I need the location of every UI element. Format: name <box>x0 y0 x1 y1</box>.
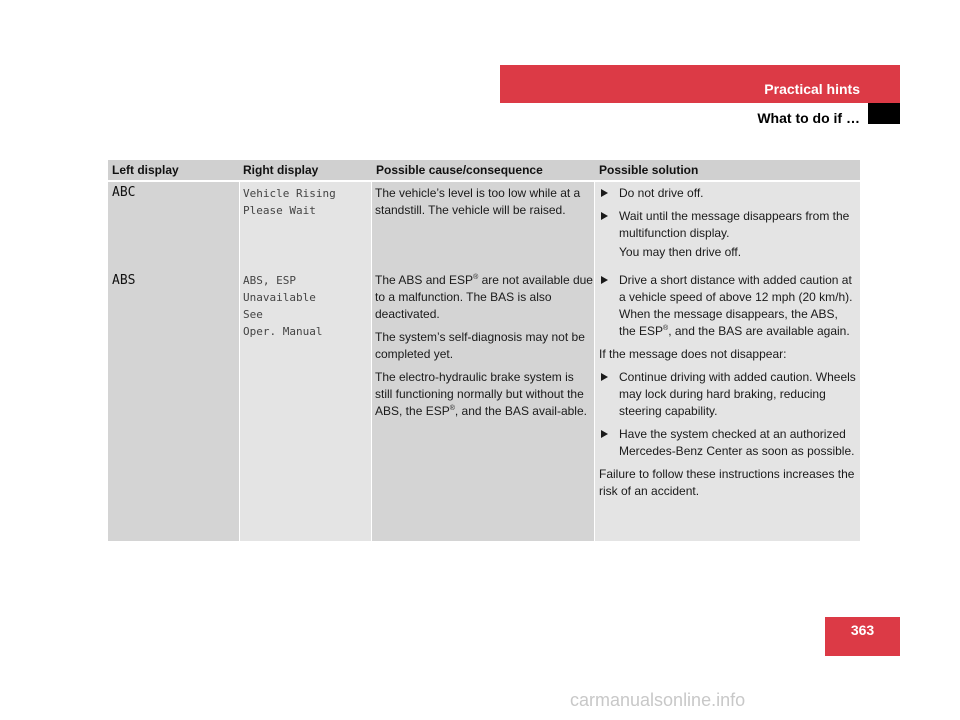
display-line: Unavailable <box>243 291 316 304</box>
cause-text: The system’s self-diagnosis may not be completed yet. <box>375 330 585 361</box>
row-abs-cause <box>375 272 593 426</box>
header-tab-marker <box>868 103 900 124</box>
display-line: ABS, ESP <box>243 274 296 287</box>
text-span: , and the BAS avail-able. <box>454 404 587 418</box>
text-span: The ABS and ESP <box>375 273 474 287</box>
cause-text <box>375 369 593 420</box>
arrow-bullet-icon <box>601 430 608 438</box>
row-abs-solution <box>599 272 857 506</box>
bullet-text: Wait until the message disappears from the multifunction display. <box>619 209 850 240</box>
solution-bullet <box>599 272 857 306</box>
text-span: The electro-hydraulic brake system is still functioning normally but without the ABS, the ESP <box>375 370 584 418</box>
column-left-display <box>108 160 239 541</box>
solution-text: If the message does not disappear: <box>599 347 787 361</box>
row-abs-right-display <box>243 272 368 340</box>
registered-mark: ® <box>663 325 669 332</box>
bullet-note <box>599 306 857 340</box>
section-title: Practical hints <box>764 81 860 97</box>
header-cause: Possible cause/consequence <box>376 163 543 177</box>
bullet-text: Have the system checked at an authorized Mercedes-Benz Center as soon as possible. <box>619 427 855 458</box>
bullet-text: Continue driving with added caution. Wheels may lock during hard braking, reducing steering capability. <box>619 370 856 418</box>
display-line: See <box>243 308 263 321</box>
display-line: Oper. Manual <box>243 325 323 338</box>
bullet-note: You may then drive off. <box>619 245 742 259</box>
page-number: 363 <box>850 622 875 638</box>
row-abc-right-display <box>243 185 368 219</box>
bullet-text: Drive a short distance with added caution at a vehicle speed of above 12 mph (20 km/h). <box>619 273 853 304</box>
registered-mark: ® <box>473 274 479 281</box>
watermark: carmanualsonline.info <box>570 690 746 710</box>
subsection-title: What to do if … <box>757 110 860 126</box>
solution-bullet <box>599 208 857 242</box>
header-solution: Possible solution <box>599 163 699 177</box>
cause-text: The vehicle’s level is too low while at a standstill. The vehicle will be raised. <box>375 186 581 217</box>
row-abc-cause <box>375 185 591 225</box>
row-abs-left-display: ABS <box>112 273 136 288</box>
registered-mark: ® <box>449 405 455 412</box>
arrow-bullet-icon <box>601 276 608 284</box>
solution-bullet <box>599 369 857 420</box>
display-line: Please Wait <box>243 204 316 217</box>
troubleshooting-table <box>108 160 860 541</box>
arrow-bullet-icon <box>601 373 608 381</box>
cause-text <box>375 272 593 323</box>
row-abc-solution <box>599 185 857 267</box>
table-header <box>108 160 860 182</box>
display-line: Vehicle Rising <box>243 187 336 200</box>
header-right-display: Right display <box>243 163 319 177</box>
warning-text: Failure to follow these instructions increases the risk of an accident. <box>599 467 855 498</box>
bullet-text: Do not drive off. <box>619 186 704 200</box>
text-span: , and the BAS are available again. <box>668 324 850 338</box>
arrow-bullet-icon <box>601 212 608 220</box>
header-left-display: Left display <box>112 163 179 177</box>
solution-bullet <box>599 185 857 202</box>
row-abc-left-display: ABC <box>112 185 136 200</box>
text-span: are not available due to a malfunction. The BAS is also deactivated. <box>375 273 593 321</box>
solution-bullet <box>599 426 857 460</box>
text-span: When the message disappears, the ABS, the ESP <box>619 307 838 338</box>
arrow-bullet-icon <box>601 189 608 197</box>
